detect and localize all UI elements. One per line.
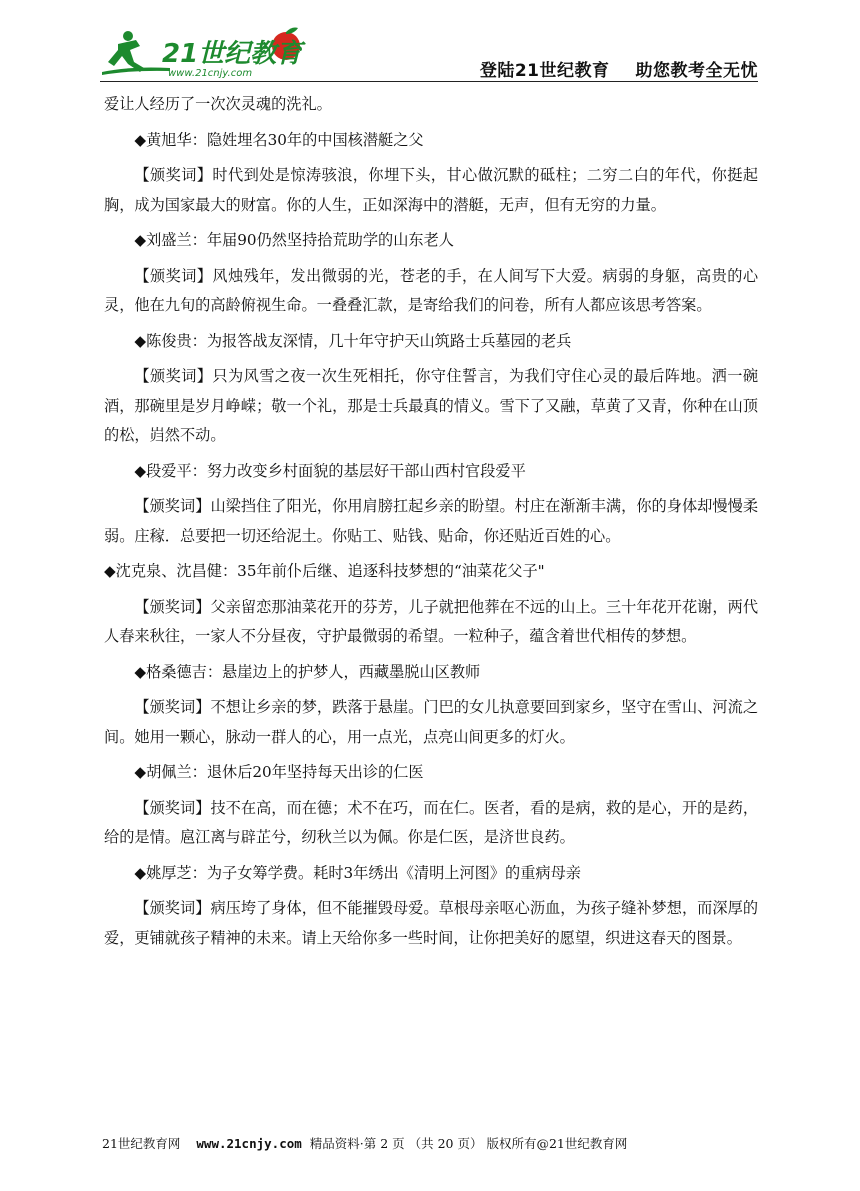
person-heading: ◆段爱平：努力改变乡村面貌的基层好干部山西村官段爱平	[134, 461, 526, 480]
running-figure-icon	[102, 31, 170, 75]
person-heading: ◆沈克泉、沈昌健：35年前仆后继、追逐科技梦想的“油菜花父子"	[104, 562, 545, 580]
logo-21cnjy	[100, 26, 320, 82]
person-heading: ◆格桑德吉：悬崖边上的护梦人，西藏墨脱山区教师	[134, 662, 481, 681]
award-citation: 【颁奖词】技不在高，而在德；术不在巧，而在仁。医者，看的是病，救的是心，开的是药，给的是情。扈江离与辟芷兮，纫秋兰以为佩。你是仁医，是济世良药。	[104, 798, 758, 846]
logo-url: www.21cnjy.com	[168, 68, 253, 79]
footer-right: 精品资料·第 2 页 （共 20 页） 版权所有@21世纪教育网	[309, 1136, 628, 1151]
header-slogan	[454, 56, 758, 81]
footer-left: 21世纪教育网	[102, 1136, 181, 1151]
person-heading: ◆姚厚芝：为子女筹学费。耗时3年绣出《清明上河图》的重病母亲	[134, 863, 581, 882]
person-heading: ◆黄旭华：隐姓埋名30年的中国核潜艇之父	[134, 130, 424, 149]
award-citation: 【颁奖词】只为风雪之夜一次生死相托，你守住誓言，为我们守住心灵的最后阵地。洒一碗酒，那碗里是岁月峥嵘；敬一个礼，那是士兵最真的情义。雪下了又融，草黄了又青，你种在山顶的松，岿然不动。	[104, 367, 758, 444]
award-citation: 【颁奖词】风烛残年，发出微弱的光，苍老的手，在人间写下大爱。病弱的身躯，高贵的心灵，他在九旬的高龄俯视生命。一叠叠汇款，是寄给我们的问卷，所有人都应该思考答案。	[104, 266, 758, 314]
slogan-right: 助您教考全无忧	[635, 61, 758, 81]
logo-text: 21世纪教育	[162, 39, 303, 69]
award-citation: 【颁奖词】不想让乡亲的梦，跌落于悬崖。门巴的女儿执意要回到家乡，坚守在雪山、河流之间。她用一颗心，脉动一群人的心，用一点光，点亮山间更多的灯火。	[104, 698, 758, 746]
award-citation: 【颁奖词】病压垮了身体，但不能摧毁母爱。草根母亲呕心沥血，为孩子缝补梦想，而深厚的爱，更铺就孩子精神的未来。请上天给你多一些时间，让你把美好的愿望，织进这春天的图景。	[104, 899, 758, 947]
award-citation: 【颁奖词】山梁挡住了阳光，你用肩膀扛起乡亲的盼望。村庄在渐渐丰满，你的身体却慢慢柔弱。庄稼．总要把一切还给泥土。你贴工、贴钱、贴命，你还贴近百姓的心。	[104, 497, 758, 545]
paragraph: 爱让人经历了一次次灵魂的洗礼。	[104, 95, 332, 113]
header-divider	[100, 81, 758, 82]
page-header	[100, 26, 760, 82]
person-heading: ◆刘盛兰：年届90仍然坚持拾荒助学的山东老人	[134, 231, 454, 249]
award-citation: 【颁奖词】父亲留恋那油菜花开的芬芳，儿子就把他葬在不远的山上。三十年花开花谢，两代人春来秋往，一家人不分昼夜，守护最微弱的希望。一粒种子，蕴含着世代相传的梦想。	[104, 597, 758, 645]
slogan-left: 登陆21世纪教育	[479, 61, 610, 81]
page-footer	[102, 1134, 762, 1152]
person-heading: ◆陈俊贵：为报答战友深情，几十年守护天山筑路士兵墓园的老兵	[134, 331, 572, 350]
footer-site-link[interactable]: www.21cnjy.com	[196, 1136, 302, 1151]
award-citation: 【颁奖词】时代到处是惊涛骇浪，你埋下头，甘心做沉默的砥柱；二穷二白的年代，你挺起胸，成为国家最大的财富。你的人生，正如深海中的潜艇，无声，但有无穷的力量。	[104, 166, 758, 214]
person-heading: ◆胡佩兰：退休后20年坚持每天出诊的仁医	[134, 763, 424, 781]
document-body	[104, 90, 758, 953]
